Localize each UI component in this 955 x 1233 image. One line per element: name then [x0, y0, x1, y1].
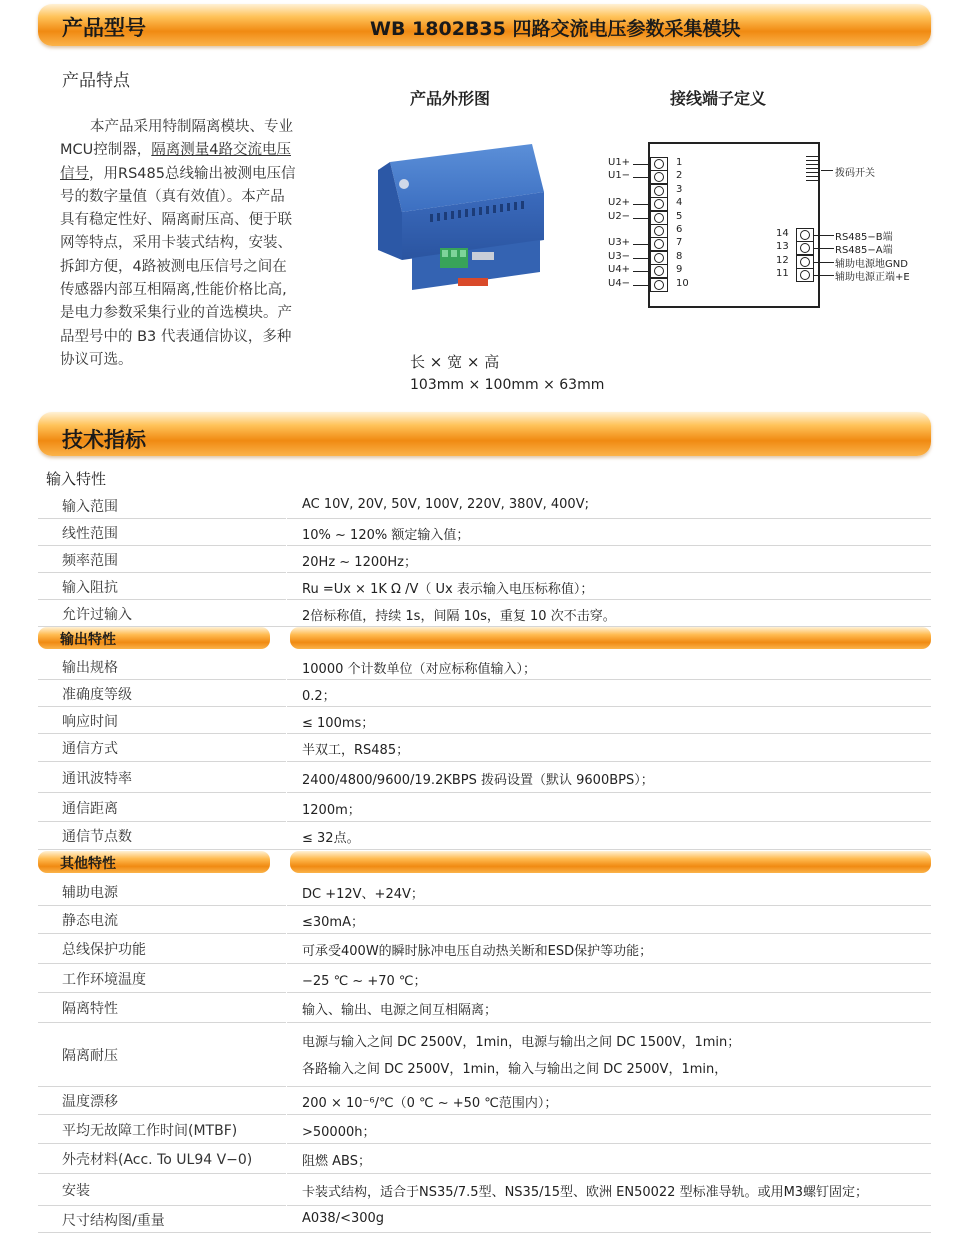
- spec-label: 安装: [62, 1183, 90, 1199]
- spec-label: 输出规格: [62, 659, 118, 676]
- terminal-pin-number: 1: [676, 157, 683, 168]
- spec-value: AC 10V, 20V, 50V, 100V, 220V, 380V, 400V;: [302, 497, 589, 512]
- spec-row: [38, 652, 931, 680]
- spec-value: 输入、输出、电源之间互相隔离；: [302, 1003, 498, 1018]
- terminal-pin-label: 辅助电源正端+E: [835, 272, 910, 284]
- terminal-lead-line: [814, 248, 834, 249]
- row-divider: [286, 992, 287, 1022]
- row-divider: [286, 652, 287, 679]
- spec-value: 卡装式结构，适合于NS35/7.5型、NS35/15型、欧洲 EN50022 型标准导轨。或用M3螺钉固定；: [302, 1185, 869, 1200]
- spec-row: [38, 706, 931, 734]
- spec-row: [38, 905, 931, 934]
- terminal-pin-label: U2−: [608, 210, 631, 222]
- product-model: WB 1802B35 四路交流电压参数采集模块: [370, 18, 741, 40]
- terminal-pin-frame: [650, 264, 668, 278]
- spec-value: Ru =Ux × 1K Ω /V（ Ux 表示输入电压标称值）；: [302, 581, 594, 597]
- header-title: 产品型号: [62, 16, 146, 40]
- spec-value: 半双工，RS485；: [302, 743, 410, 758]
- spec-label: 辅助电源: [62, 884, 118, 901]
- terminal-pin-number: 12: [776, 254, 789, 266]
- row-divider: [286, 963, 287, 992]
- spec-label: 静态电流: [62, 913, 118, 929]
- row-divider: [286, 1114, 287, 1143]
- spec-row: [38, 1205, 931, 1233]
- terminal-pin-number: 14: [776, 228, 789, 239]
- spec-label: 尺寸结构图/重量: [62, 1212, 165, 1229]
- terminal-lead-line: [633, 285, 650, 286]
- terminal-pin-number: 4: [676, 197, 683, 209]
- row-divider: [286, 518, 287, 545]
- spec-value-line2: 各路输入之间 DC 2500V，1min，输入与输出之间 DC 2500V，1min，: [302, 1062, 728, 1077]
- output-section-band-right: [290, 627, 931, 649]
- row-divider: [286, 761, 287, 792]
- row-divider: [286, 1086, 287, 1114]
- row-divider: [286, 1022, 287, 1086]
- terminal-pin-frame: [650, 197, 668, 211]
- dimensions-label: 长 × 宽 × 高: [410, 353, 500, 371]
- dip-switch-icon: [806, 156, 820, 184]
- spec-label: 输入阻抗: [62, 579, 118, 596]
- spec-row: [38, 792, 931, 822]
- spec-value: 200 × 10⁻⁶/℃（0 ℃ ~ +50 ℃范围内）；: [302, 1096, 558, 1111]
- terminal-pin-number: 8: [676, 250, 683, 262]
- spec-value: 2400/4800/9600/19.2KBPS 拨码设置（默认 9600BPS）；: [302, 772, 654, 788]
- output-section-title: 输出特性: [60, 632, 116, 648]
- row-divider: [286, 1205, 287, 1232]
- spec-label: 总线保护功能: [62, 942, 146, 958]
- spec-value: 20Hz ~ 1200Hz；: [302, 554, 417, 570]
- spec-row: [38, 992, 931, 1023]
- terminal-pin-label: U4−: [608, 277, 631, 289]
- spec-value: >50000h；: [302, 1124, 376, 1140]
- spec-label: 通信方式: [62, 741, 118, 757]
- terminal-pin-frame: [650, 251, 668, 265]
- terminal-lead-line: [633, 271, 650, 272]
- spec-label: 响应时间: [62, 713, 118, 730]
- spec-value: 10000 个计数单位（对应标称值输入）；: [302, 661, 536, 677]
- row-divider: [286, 792, 287, 821]
- spec-row: [38, 1173, 931, 1206]
- spec-value: 电源与输入之间 DC 2500V，1min，电源与输出之间 DC 1500V，1min；: [302, 1035, 741, 1050]
- spec-row: [38, 545, 931, 573]
- terminal-pin-number: 7: [676, 237, 683, 249]
- terminal-pin-number: 2: [676, 170, 683, 182]
- spec-label: 允许过输入: [62, 606, 132, 623]
- product-image-caption: 产品外形图: [410, 89, 491, 108]
- terminal-lead-line: [633, 218, 650, 219]
- spec-row: [38, 821, 931, 850]
- terminal-pin-label: RS485−A端: [835, 245, 893, 257]
- spec-label: 通讯波特率: [62, 770, 132, 787]
- terminal-lead-line: [814, 262, 834, 263]
- terminal-pin-frame: [650, 211, 668, 225]
- terminal-pin-icon: [800, 257, 810, 267]
- other-section-title: 其他特性: [60, 856, 116, 872]
- terminal-pin-label: U1+: [608, 157, 631, 168]
- spec-label: 外壳材料(Acc. To UL94 V−0): [62, 1152, 253, 1168]
- spec-label: 平均无故障工作时间(MTBF): [62, 1122, 238, 1139]
- features-text: 本产品采用特制隔离模块、专业 MCU控制器，隔离测量4路交流电压 信号，用RS485总线输出被测电压信 号的数字量值（真有效值）。本产品 具有稳定性好、隔离耐压高、便于联 网等特点，采用卡装式结构，安装、 拆卸方便，4路被测电压信号之间在 传感器内部互相隔离,性能价格比高, 是电力参数采集行业的首选模块。产 品型号中的 B3 代表通信协议，多种 协议可选。: [60, 119, 296, 368]
- terminal-pin-frame: [650, 278, 668, 292]
- row-divider: [286, 905, 287, 933]
- terminal-box: [648, 142, 820, 308]
- dip-switch-label: 拨码开关: [835, 168, 875, 179]
- spec-value: 可承受400W的瞬时脉冲电压自动热关断和ESD保护等功能；: [302, 944, 653, 959]
- spec-row: [38, 933, 931, 964]
- row-divider: [286, 679, 287, 706]
- spec-label: 线性范围: [62, 525, 118, 542]
- spec-row: [38, 492, 931, 519]
- spec-label: 隔离耐压: [62, 1048, 118, 1064]
- terminal-pin-frame: [650, 157, 668, 171]
- spec-label: 温度漂移: [62, 1094, 118, 1110]
- terminal-pin-label: U2+: [608, 197, 631, 209]
- row-divider: [286, 492, 287, 518]
- spec-value: 1200m；: [302, 802, 361, 818]
- terminal-pin-number: 9: [676, 264, 683, 276]
- terminal-pin-number: 6: [676, 224, 683, 235]
- spec-value: A038/<300g: [302, 1210, 385, 1226]
- spec-row: [38, 518, 931, 546]
- row-divider: [286, 1173, 287, 1205]
- terminal-pin-number: 13: [776, 241, 789, 253]
- row-divider: [286, 545, 287, 572]
- spec-value: ≤ 100ms；: [302, 715, 375, 731]
- row-divider: [286, 876, 287, 905]
- terminal-lead-line: [633, 204, 650, 205]
- row-divider: [286, 733, 287, 761]
- spec-row: [38, 1114, 931, 1144]
- features-heading: 产品特点: [62, 71, 130, 91]
- row-divider: [286, 1143, 287, 1173]
- terminal-lead-line: [633, 244, 650, 245]
- terminal-pin-label: U1−: [608, 170, 631, 182]
- spec-row: [38, 733, 931, 762]
- specs-band: [38, 412, 931, 456]
- spec-value: DC +12V、+24V；: [302, 886, 424, 902]
- terminal-pin-number: 10: [676, 277, 689, 289]
- spec-label: 隔离特性: [62, 1001, 118, 1017]
- spec-label: 通信节点数: [62, 829, 132, 845]
- spec-row: [38, 1143, 931, 1174]
- row-divider: [286, 599, 287, 626]
- spec-label: 通信距离: [62, 800, 118, 817]
- terminal-lead-line: [633, 258, 650, 259]
- terminal-pin-frame: [650, 184, 668, 198]
- spec-row: [38, 599, 931, 627]
- terminal-lead-line: [633, 177, 650, 178]
- terminal-caption: 接线端子定义: [670, 89, 767, 108]
- spec-value: 阻燃 ABS；: [302, 1154, 371, 1169]
- spec-value: ≤ 32点。: [302, 831, 360, 846]
- specs-title: 技术指标: [62, 428, 146, 452]
- spec-row: [38, 679, 931, 707]
- terminal-lead-line: [814, 275, 834, 276]
- terminal-pin-number: 11: [776, 268, 789, 280]
- terminal-pin-icon: [800, 230, 810, 240]
- spec-label: 频率范围: [62, 552, 118, 569]
- spec-row: [38, 761, 931, 793]
- row-divider: [286, 933, 287, 963]
- spec-row: [38, 1086, 931, 1115]
- terminal-pin-frame: [650, 224, 668, 238]
- spec-label: 工作环境温度: [62, 971, 146, 988]
- input-section-title: 输入特性: [46, 470, 107, 488]
- spec-value: 10% ~ 120% 额定输入值；: [302, 527, 470, 543]
- spec-label: 输入范围: [62, 499, 118, 515]
- dip-switch-leader: [821, 170, 833, 171]
- terminal-pin-frame: [650, 237, 668, 251]
- row-divider: [286, 572, 287, 599]
- terminal-pin-number: 3: [676, 183, 683, 195]
- terminal-pin-label: U3−: [608, 250, 631, 262]
- terminal-pin-label: U3+: [608, 237, 631, 249]
- spec-label: 准确度等级: [62, 686, 132, 703]
- spec-value: 2倍标称值，持续 1s，间隔 10s，重复 10 次不击穿。: [302, 608, 616, 624]
- terminal-pin-label: 辅助电源地GND: [835, 258, 908, 270]
- spec-value: ≤30mA；: [302, 915, 364, 930]
- terminal-pin-number: 5: [676, 210, 683, 222]
- spec-row: [38, 572, 931, 600]
- spec-value: −25 ℃ ~ +70 ℃；: [302, 973, 427, 989]
- product-photo: [372, 140, 552, 298]
- terminal-lead-line: [814, 235, 834, 236]
- row-divider: [286, 706, 287, 733]
- terminal-lead-line: [633, 164, 650, 165]
- terminal-pin-label: RS485−B端: [835, 232, 893, 243]
- spec-value: 0.2；: [302, 688, 336, 704]
- spec-row: [38, 1022, 931, 1087]
- row-divider: [286, 821, 287, 849]
- terminal-pin-label: U4+: [608, 264, 631, 276]
- spec-row: [38, 876, 931, 906]
- terminal-pin-frame: [650, 170, 668, 184]
- spec-row: [38, 963, 931, 993]
- dimensions-value: 103mm × 100mm × 63mm: [410, 377, 605, 393]
- other-section-band-right: [290, 851, 931, 873]
